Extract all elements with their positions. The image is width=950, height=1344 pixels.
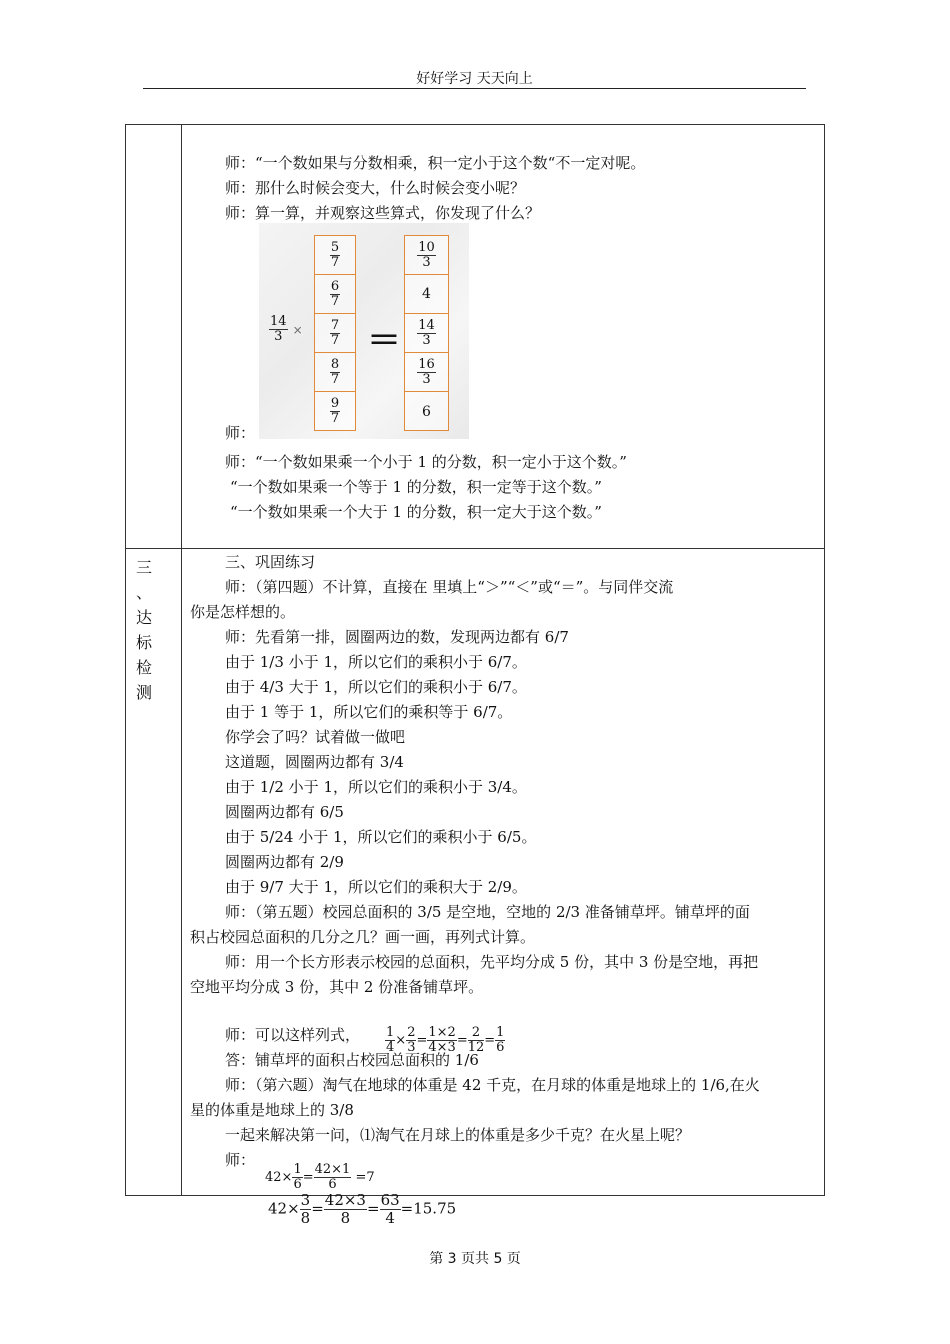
section-label [131, 555, 157, 705]
page-footer: 第 3 页共 5 页 [429, 1251, 521, 1267]
page-header: 好好学习 天天向上 [416, 71, 533, 87]
multiplier: $\frac{14}{3}$ × [270, 314, 303, 344]
right-cell: $\frac{10}{3}$ [405, 236, 448, 275]
left-cell: $\frac{5}{7}$ [315, 236, 355, 275]
right-result-column [404, 235, 449, 431]
practice-line: 圆圈两边都有 2/9 [225, 853, 344, 871]
right-cell: $\frac{16}{3}$ [405, 353, 448, 392]
text-line: 师：可以这样列式， [225, 1026, 361, 1044]
left-cell: $\frac{8}{7}$ [315, 353, 355, 392]
practice-line: 师：（第四题）不计算，直接在 里填上“＞”“＜”或“＝”。与同伴交流 [225, 578, 674, 596]
formula-mars-weight: 42× $\frac{3}{8}$ = $\frac{42\times 3}{8}$ = $\frac{63}{4}$ =15.75 [268, 1191, 457, 1227]
right-cell: $\frac{14}{3}$ [405, 314, 448, 353]
right-cell: 4 [405, 275, 448, 314]
practice-line: 三、巩固练习 [225, 553, 316, 571]
practice-line: 师：用一个长方形表示校园的总面积，先平均分成 5 份，其中 3 份是空地，再把 [225, 953, 759, 971]
section-label-char: 达 [135, 608, 152, 627]
practice-line: 由于 1/2 小于 1，所以它们的乘积小于 3/4。 [225, 778, 527, 796]
left-cell: $\frac{7}{7}$ [315, 314, 355, 353]
practice-line: 由于 5/24 小于 1，所以它们的乘积小于 6/5。 [225, 828, 537, 846]
text-line: 师：“一个数如果乘一个小于 1 的分数，积一定小于这个数。” [225, 453, 627, 471]
text-line: “一个数如果乘一个大于 1 的分数，积一定大于这个数。” [230, 503, 602, 521]
row-divider [126, 548, 824, 549]
text-line: 师：那什么时候会变大，什么时候会变小呢？ [225, 179, 526, 197]
text-line: 师： [225, 424, 256, 442]
section-label-char: 、 [135, 583, 152, 602]
practice-line: 师：先看第一排，圆圈两边的数，发现两边都有 6/7 [225, 628, 569, 646]
practice-line: 由于 1/3 小于 1，所以它们的乘积小于 6/7。 [225, 653, 527, 671]
practice-line: 圆圈两边都有 6/5 [225, 803, 344, 821]
text-line: “一个数如果乘一个等于 1 的分数，积一定等于这个数。” [230, 478, 602, 496]
practice-line: 由于 9/7 大于 1，所以它们的乘积大于 2/9。 [225, 878, 527, 896]
text-line: 一起来解决第一问，⑴淘气在月球上的体重是多少千克？在火星上呢？ [225, 1126, 691, 1144]
left-fraction-column [314, 235, 356, 431]
section-label-char: 检 [135, 658, 152, 677]
right-cell: 6 [422, 403, 431, 420]
text-line: 答：铺草坪的面积占校园总面积的 1/6 [225, 1051, 479, 1069]
text-line: 星的体重是地球上的 3/8 [190, 1101, 354, 1119]
equals-sign: ＝ [367, 321, 401, 361]
practice-line: 由于 1 等于 1，所以它们的乘积等于 6/7。 [225, 703, 513, 721]
formula-moon-weight: 42× $\frac{1}{6}$ = $\frac{42\times 1}{6}$ =7 [265, 1162, 375, 1192]
text-line: 师：（第六题）淘气在地球的体重是 42 千克，在月球的体重是地球上的 1/6,在火 [225, 1076, 760, 1094]
left-cell: $\frac{9}{7}$ [330, 396, 340, 426]
text-line: 师： [225, 1151, 256, 1169]
fraction-figure [259, 223, 469, 439]
practice-line: 由于 4/3 大于 1，所以它们的乘积小于 6/7。 [225, 678, 527, 696]
practice-line: 积占校园总面积的几分之几？画一画，再列式计算。 [190, 928, 536, 946]
section-label-char: 测 [135, 683, 152, 702]
header-rule [143, 88, 806, 89]
section-label-char: 三 [135, 558, 152, 577]
formula-grass-area: $\frac{1}{4}$ × $\frac{2}{3}$ = $\frac{1\times 2}{4\times 3}$ = $\frac{2}{12}$ = $\frac{1}{6}$ [386, 1025, 505, 1055]
column-divider [181, 125, 182, 1195]
text-line: 师：算一算，并观察这些算式，你发现了什么？ [225, 204, 541, 222]
practice-line: 你是怎样想的。 [190, 603, 296, 621]
practice-line: 师：（第五题）校园总面积的 3/5 是空地，空地的 2/3 准备铺草坪。铺草坪的面 [225, 903, 750, 921]
practice-line: 空地平均分成 3 份，其中 2 份准备铺草坪。 [190, 978, 484, 996]
practice-line: 你学会了吗？试着做一做吧 [225, 728, 406, 746]
section-label-char: 标 [135, 633, 152, 652]
practice-line: 这道题，圆圈两边都有 3/4 [225, 753, 404, 771]
text-line: 师：“一个数如果与分数相乘，积一定小于这个数“不一定对呢。 [225, 154, 646, 172]
left-cell: $\frac{6}{7}$ [315, 275, 355, 314]
